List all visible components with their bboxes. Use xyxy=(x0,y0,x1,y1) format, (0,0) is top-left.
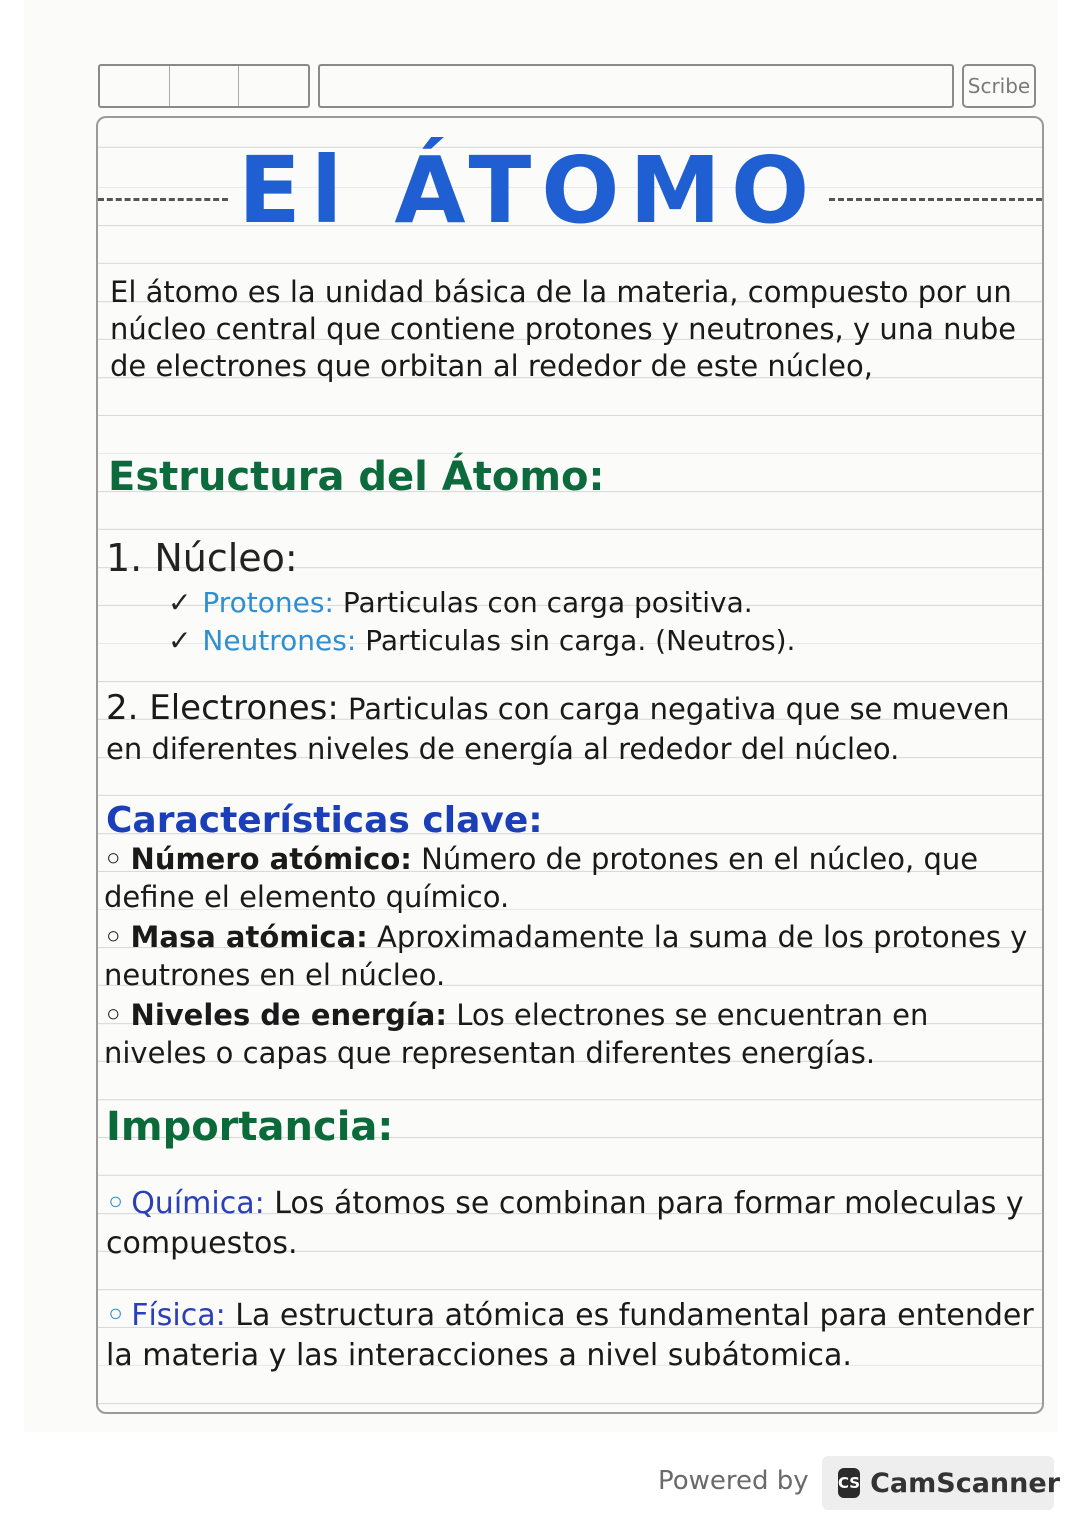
camscanner-name: CamScanner xyxy=(870,1467,1061,1499)
protons-line xyxy=(168,586,753,619)
page-title: El ÁTOMO xyxy=(238,137,820,244)
importance-text: La estructura atómica es fundamental para entender la materia y las interacciones a nivel subátomica. xyxy=(106,1298,1034,1373)
importance-label: Física: xyxy=(131,1298,226,1333)
check-icon: ✓ xyxy=(168,586,192,619)
feature-text: Los electrones se encuentran en niveles o capas que representan diferentes energías. xyxy=(104,998,929,1070)
feature-label: Niveles de energía: xyxy=(130,998,447,1032)
electrons-paragraph xyxy=(106,688,1026,769)
importance-item xyxy=(106,1296,1034,1376)
powered-by-text: Powered by xyxy=(658,1466,809,1496)
bullet-icon: ◦ xyxy=(104,842,123,876)
feature-item xyxy=(104,840,1028,916)
camscanner-badge xyxy=(822,1456,1061,1510)
protons-text: Particulas con carga positiva. xyxy=(342,586,753,619)
neutrons-label: Neutrones: xyxy=(202,624,357,657)
notebook-brand: Scribe xyxy=(962,64,1036,108)
importance-text: Los átomos se combinan para formar moleculas y compuestos. xyxy=(106,1186,1024,1261)
title-dash-right xyxy=(829,198,1042,201)
lined-frame xyxy=(96,116,1044,1414)
protons-label: Protones: xyxy=(202,586,334,619)
nucleus-title: 1. Núcleo: xyxy=(106,536,298,580)
importance-heading: Importancia: xyxy=(106,1104,394,1150)
electrons-label: 2. Electrones: xyxy=(106,688,339,728)
electrons-text: Particulas con carga negativa que se mueven en diferentes niveles de energía al rededor del núcleo. xyxy=(106,692,1010,766)
bullet-icon: ◦ xyxy=(104,998,123,1032)
camscanner-logo-icon: CS xyxy=(838,1468,860,1498)
check-icon: ✓ xyxy=(168,624,192,657)
intro-paragraph: El átomo es la unidad básica de la materia, compuesto por un núcleo central que contiene protones y neutrones, y una nube de electrones que orbitan al rededor de este núcleo, xyxy=(110,275,1017,383)
feature-item xyxy=(104,996,1028,1072)
feature-label: Número atómico: xyxy=(130,842,412,876)
title-dash-left xyxy=(98,198,228,201)
bullet-icon: ◦ xyxy=(106,1186,126,1221)
structure-heading: Estructura del Átomo: xyxy=(108,454,605,500)
features-heading: Características clave: xyxy=(106,800,543,841)
neutrons-text: Particulas sin carga. (Neutros). xyxy=(365,624,796,657)
header-title-box xyxy=(318,64,954,108)
bullet-icon: ◦ xyxy=(106,1298,126,1333)
header-date-boxes xyxy=(98,64,310,108)
importance-label: Química: xyxy=(131,1186,265,1221)
feature-text: Número de protones en el núcleo, que define el elemento químico. xyxy=(104,842,979,914)
title-row xyxy=(98,136,1042,246)
feature-text: Aproximadamente la suma de los protones y neutrones en el núcleo. xyxy=(104,920,1028,992)
feature-label: Masa atómica: xyxy=(130,920,368,954)
feature-item xyxy=(104,918,1028,994)
neutrons-line xyxy=(168,624,795,657)
bullet-icon: ◦ xyxy=(104,920,123,954)
importance-item xyxy=(106,1184,1034,1264)
